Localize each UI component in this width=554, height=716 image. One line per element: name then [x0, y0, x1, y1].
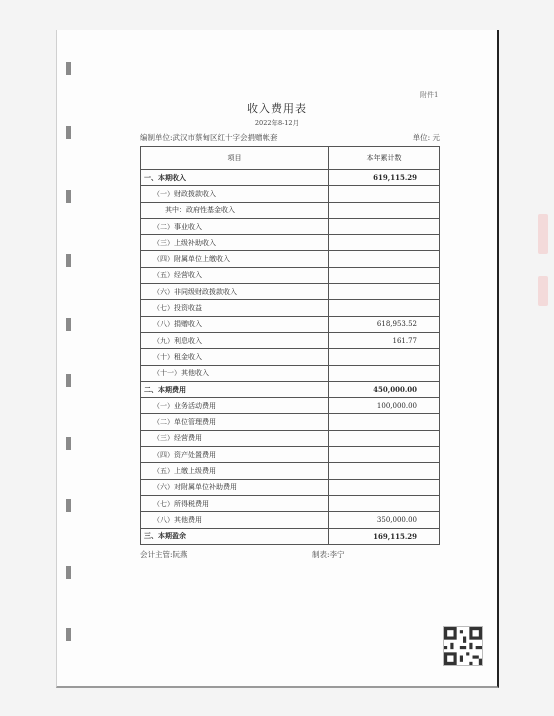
row-label: 其中：政府性基金收入	[141, 202, 329, 218]
report-period: 2022年8-12月	[254, 119, 300, 127]
table-row	[141, 414, 440, 430]
row-label: （七）投资收益	[141, 300, 329, 316]
row-label: （三）上级补助收入	[141, 235, 329, 251]
preparer-signature: 制表:李宁	[312, 550, 345, 559]
binding-hole	[66, 318, 71, 331]
table-row	[141, 218, 440, 234]
binding-hole	[66, 126, 71, 139]
table-row	[141, 447, 440, 463]
table-row	[141, 349, 440, 365]
row-value	[329, 235, 440, 251]
table-body	[141, 170, 440, 545]
row-value: 618,953.52	[329, 316, 440, 332]
income-expense-table	[140, 146, 440, 545]
row-label: （四）附属单位上缴收入	[141, 251, 329, 267]
row-label: （八）捐赠收入	[141, 316, 329, 332]
row-label: （二）事业收入	[141, 218, 329, 234]
column-header-value: 本年累计数	[329, 147, 440, 170]
row-value	[329, 284, 440, 300]
table-row	[141, 479, 440, 495]
column-header-item: 项目	[141, 147, 329, 170]
row-value	[329, 218, 440, 234]
row-label: （三）经营费用	[141, 430, 329, 446]
row-label: （二）单位管理费用	[141, 414, 329, 430]
table-row	[141, 528, 440, 544]
row-value	[329, 251, 440, 267]
accountant-signature: 会计主管:阮燕	[140, 550, 188, 559]
row-value	[329, 365, 440, 381]
row-value	[329, 495, 440, 511]
binding-hole	[66, 628, 71, 641]
row-value: 161.77	[329, 332, 440, 348]
org-name: 编制单位:武汉市蔡甸区红十字会捐赠帐套	[140, 133, 278, 142]
row-label: 二、本期费用	[141, 381, 329, 397]
table-header-row	[141, 147, 440, 170]
row-label: （六）对附属单位补助费用	[141, 479, 329, 495]
row-label: （十）租金收入	[141, 349, 329, 365]
row-label: （九）利息收入	[141, 332, 329, 348]
row-value	[329, 186, 440, 202]
report-title: 收入费用表	[247, 102, 307, 115]
table-row	[141, 267, 440, 283]
table-row	[141, 463, 440, 479]
row-value	[329, 202, 440, 218]
binding-hole	[66, 190, 71, 203]
qr-code-icon	[443, 626, 483, 666]
seal-stamp-fragment	[538, 214, 548, 254]
org-unit-line	[140, 132, 440, 143]
row-label: （五）上缴上级费用	[141, 463, 329, 479]
row-value	[329, 349, 440, 365]
row-label: （十一）其他收入	[141, 365, 329, 381]
row-value	[329, 300, 440, 316]
currency-unit: 单位: 元	[412, 133, 440, 142]
attachment-label: 附件1	[420, 91, 439, 99]
table-row	[141, 251, 440, 267]
row-value: 450,000.00	[329, 381, 440, 397]
row-label: 一、本期收入	[141, 170, 329, 186]
binding-hole	[66, 566, 71, 579]
binding-hole	[66, 437, 71, 450]
row-value	[329, 463, 440, 479]
row-value	[329, 447, 440, 463]
row-value: 169,115.29	[329, 528, 440, 544]
table-row	[141, 300, 440, 316]
table-row	[141, 512, 440, 528]
table-row	[141, 316, 440, 332]
table-row	[141, 202, 440, 218]
binding-hole	[66, 374, 71, 387]
table-row	[141, 495, 440, 511]
binding-hole	[66, 254, 71, 267]
seal-stamp-fragment	[538, 276, 548, 306]
row-label: 三、本期盈余	[141, 528, 329, 544]
row-label: （四）资产处置费用	[141, 447, 329, 463]
row-label: （五）经营收入	[141, 267, 329, 283]
table-row	[141, 381, 440, 397]
row-value: 619,115.29	[329, 170, 440, 186]
row-value: 100,000.00	[329, 398, 440, 414]
table-row	[141, 365, 440, 381]
row-value	[329, 414, 440, 430]
row-value: 350,000.00	[329, 512, 440, 528]
row-value	[329, 479, 440, 495]
binding-hole	[66, 499, 71, 512]
table-row	[141, 284, 440, 300]
row-label: （八）其他费用	[141, 512, 329, 528]
row-value	[329, 430, 440, 446]
table-row	[141, 186, 440, 202]
row-value	[329, 267, 440, 283]
row-label: （七）所得税费用	[141, 495, 329, 511]
table-row	[141, 332, 440, 348]
binding-hole	[66, 62, 71, 75]
table-row	[141, 398, 440, 414]
table-row	[141, 430, 440, 446]
table-row	[141, 235, 440, 251]
table-row	[141, 170, 440, 186]
row-label: （六）非同级财政拨款收入	[141, 284, 329, 300]
row-label: （一）业务活动费用	[141, 398, 329, 414]
row-label: （一）财政拨款收入	[141, 186, 329, 202]
